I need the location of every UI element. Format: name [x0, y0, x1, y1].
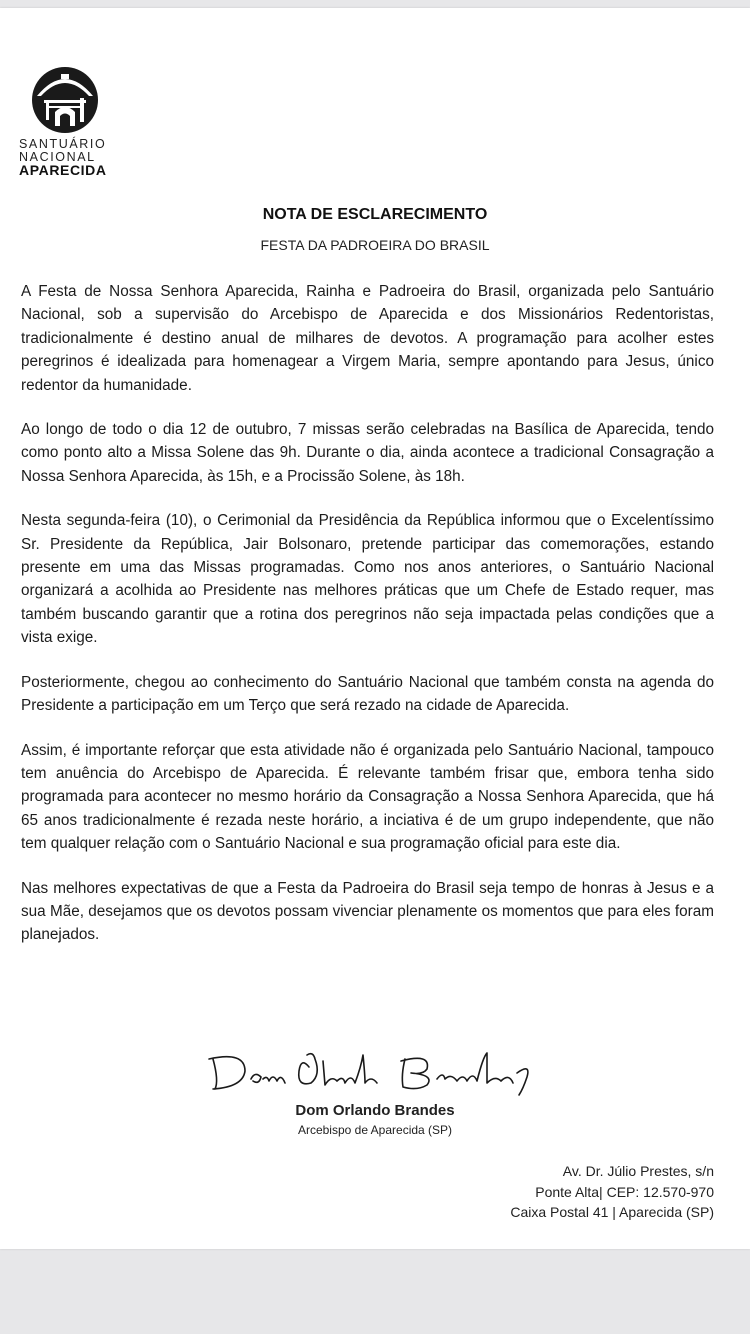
- logo-line-nacional: NACIONAL: [19, 149, 96, 164]
- document-page: [0, 8, 750, 1249]
- address-line: Ponte Alta| CEP: 12.570-970: [535, 1183, 714, 1200]
- santuario-logo: [19, 66, 111, 177]
- paragraph: A Festa de Nossa Senhora Aparecida, Rainha e Padroeira do Brasil, organizada pelo Santuário Nacional, sob a supervisão do Arcebispo de Aparecida e dos Missionários Redentoristas, tradicionalmente é destino anual de milhares de devotos. A programação para acolher estes peregrinos é idealizada para homenagear a Virgem Maria, sempre apontando para Jesus, único redentor da humanidade.: [21, 283, 714, 394]
- paragraph: Ao longo de todo o dia 12 de outubro, 7 missas serão celebradas na Basílica de Aparecida, tendo como ponto alto a Missa Solene das 9h. Durante o dia, ainda acontece a tradicional Consagração a Nossa Senhora Aparecida, às 15h, e a Procissão Solene, às 18h.: [21, 421, 714, 485]
- signer-role: Arcebispo de Aparecida (SP): [297, 1123, 453, 1137]
- paragraph: Posteriormente, chegou ao conhecimento do Santuário Nacional que também consta na agenda do Presidente a participação em um Terço que será rezado na cidade de Aparecida.: [21, 673, 714, 715]
- paragraph: Nesta segunda-feira (10), o Cerimonial da Presidência da República informou que o Excelentíssimo Sr. Presidente da República, Jair Bolsonaro, pretende participar das comemorações, estando presente em uma das Missas programadas. Como nos anos anteriores, o Santuário Nacional organizará a acolhida ao Presidente nas melhores práticas que um Chefe de Estado requer, mas também buscando garantir que a rotina dos peregrinos não seja impactada pelas condições que a vista exige.: [21, 512, 714, 647]
- handwritten-signature: [205, 1045, 535, 1097]
- logo-line-santuario: SANTUÁRIO: [19, 137, 107, 151]
- logo-line-aparecida: APARECIDA: [19, 162, 107, 178]
- address-block: [510, 1161, 714, 1223]
- address-line: Caixa Postal 41 | Aparecida (SP): [510, 1204, 714, 1220]
- signer-name: Dom Orlando Brandes: [295, 1102, 455, 1119]
- document-body: [21, 280, 714, 968]
- paragraph: Nas melhores expectativas de que a Festa da Padroeira do Brasil seja tempo de honras à Jesus e a sua Mãe, desejamos que os devotos possam vivenciar plenamente os momentos que para eles foram planejados.: [21, 879, 714, 944]
- document-subtitle: FESTA DA PADROEIRA DO BRASIL: [260, 237, 490, 253]
- paragraph: Assim, é importante reforçar que esta atividade não é organizada pelo Santuário Nacional, tampouco tem anuência do Arcebispo de Aparecida. É relevante também frisar que, embora tenha sido programada para acontecer no mesmo horário da Consagração a Nossa Senhora Aparecida, que há 65 anos tradicionalmente é rezada neste horário, a inciativa é de um grupo independente, que não tem qualquer relação com o Santuário Nacional e sua programação oficial para este dia.: [21, 741, 714, 853]
- document-title: NOTA DE ESCLARECIMENTO: [262, 206, 488, 223]
- basilica-emblem-icon: [31, 66, 99, 134]
- address-line: Av. Dr. Júlio Prestes, s/n: [562, 1163, 714, 1179]
